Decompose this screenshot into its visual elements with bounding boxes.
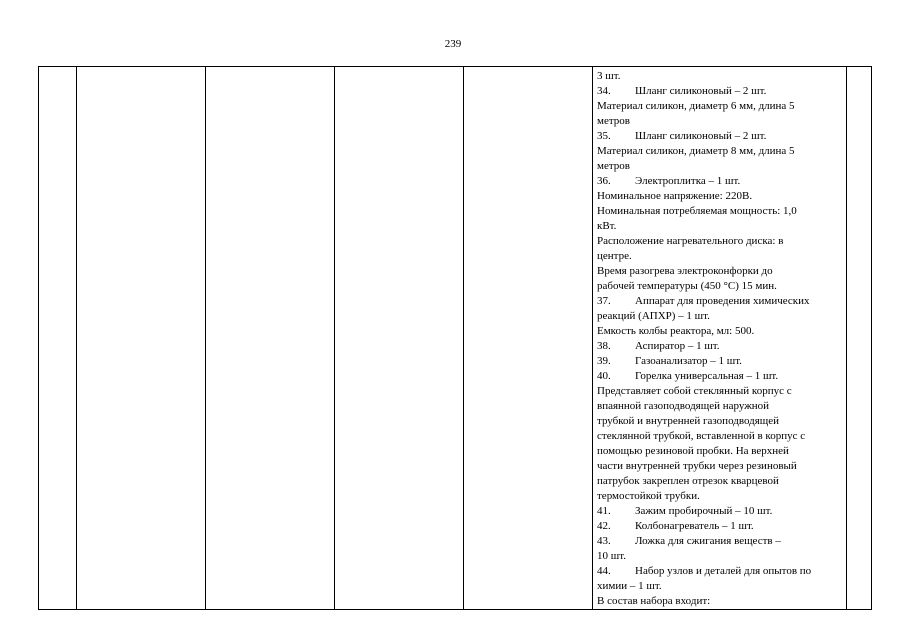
line-text: Представляет собой стеклянный корпус с: [597, 385, 792, 397]
line-text: Шланг силиконовый – 2 шт.: [635, 130, 767, 142]
line-text: метров: [597, 160, 630, 172]
spec-line: [597, 279, 842, 294]
line-text: патрубок закреплен отрезок кварцевой: [597, 475, 779, 487]
line-text: метров: [597, 115, 630, 127]
spec-line: [597, 564, 842, 579]
line-text: помощью резиновой пробки. На верхней: [597, 445, 789, 457]
line-text: Шланг силиконовый – 2 шт.: [635, 85, 767, 97]
line-text: Номинальное напряжение: 220В.: [597, 190, 753, 202]
line-text: Аппарат для проведения химических: [635, 295, 810, 307]
table-cell-3: [206, 67, 335, 610]
table-cell-2: [77, 67, 206, 610]
line-text: впаянной газоподводящей наружной: [597, 400, 770, 412]
item-number: 43.: [597, 535, 611, 547]
line-text: кВт.: [597, 220, 617, 232]
spec-line: [597, 519, 842, 534]
table-cell-5: [464, 67, 593, 610]
line-text: Номинальная потребляемая мощность: 1,0: [597, 205, 797, 217]
line-text: Зажим пробирочный – 10 шт.: [635, 505, 773, 517]
spec-line: [597, 84, 842, 99]
table-cell-last: [847, 67, 872, 610]
table-cell-4: [335, 67, 464, 610]
item-number: 39.: [597, 355, 611, 367]
line-text: химии – 1 шт.: [597, 580, 662, 592]
line-text: рабочей температуры (450 °С) 15 мин.: [597, 280, 777, 292]
spec-line: [597, 174, 842, 189]
spec-line: [597, 444, 842, 459]
line-text: центре.: [597, 250, 632, 262]
spec-line: [597, 114, 842, 129]
line-text: трубкой и внутренней газоподводящей: [597, 415, 780, 427]
spec-line: [597, 414, 842, 429]
spec-line: [597, 474, 842, 489]
table-cell-index: [39, 67, 77, 610]
line-text: Горелка универсальная – 1 шт.: [635, 370, 779, 382]
line-text: термостойкой трубки.: [597, 490, 700, 502]
specification-text: [597, 69, 842, 609]
spec-line: [597, 264, 842, 279]
spec-line: [597, 219, 842, 234]
spec-line: [597, 294, 842, 309]
item-number: 40.: [597, 370, 611, 382]
specification-table: [38, 66, 872, 610]
line-text: Газоанализатор – 1 шт.: [635, 355, 742, 367]
item-number: 34.: [597, 85, 611, 97]
item-number: 35.: [597, 130, 611, 142]
spec-line: [597, 429, 842, 444]
line-text: 3 шт.: [597, 70, 621, 82]
line-text: Расположение нагревательного диска: в: [597, 235, 784, 247]
spec-line: [597, 339, 842, 354]
spec-line: [597, 549, 842, 564]
spec-line: [597, 129, 842, 144]
line-text: стеклянной трубкой, вставленной в корпус с: [597, 430, 806, 442]
spec-line: [597, 534, 842, 549]
table-cell-specification: [593, 67, 847, 610]
spec-line: [597, 369, 842, 384]
spec-line: [597, 384, 842, 399]
spec-line: [597, 579, 842, 594]
line-text: части внутренней трубки через резиновый: [597, 460, 797, 472]
spec-line: [597, 159, 842, 174]
line-text: 10 шт.: [597, 550, 626, 562]
table-row: [39, 67, 872, 610]
line-text: Электроплитка – 1 шт.: [635, 175, 741, 187]
item-number: 37.: [597, 295, 611, 307]
item-number: 41.: [597, 505, 611, 517]
item-number: 38.: [597, 340, 611, 352]
item-number: 36.: [597, 175, 611, 187]
line-text: Материал силикон, диаметр 8 мм, длина 5: [597, 145, 795, 157]
spec-line: [597, 594, 842, 609]
spec-line: [597, 234, 842, 249]
line-text: реакций (АПХР) – 1 шт.: [597, 310, 710, 322]
spec-line: [597, 489, 842, 504]
line-text: Материал силикон, диаметр 6 мм, длина 5: [597, 100, 795, 112]
line-text: Набор узлов и деталей для опытов по: [635, 565, 812, 577]
line-text: Емкость колбы реактора, мл: 500.: [597, 325, 755, 337]
line-text: Колбонагреватель – 1 шт.: [635, 520, 754, 532]
spec-line: [597, 189, 842, 204]
page-number: 239: [444, 38, 462, 50]
line-text: Аспиратор – 1 шт.: [635, 340, 720, 352]
spec-line: [597, 459, 842, 474]
spec-line: [597, 309, 842, 324]
item-number: 42.: [597, 520, 611, 532]
spec-line: [597, 354, 842, 369]
line-text: Ложка для сжигания веществ –: [635, 535, 781, 547]
item-number: 44.: [597, 565, 611, 577]
spec-line: [597, 504, 842, 519]
line-text: В состав набора входит:: [597, 595, 711, 607]
spec-line: [597, 249, 842, 264]
spec-line: [597, 69, 842, 84]
spec-line: [597, 99, 842, 114]
spec-line: [597, 399, 842, 414]
spec-line: [597, 204, 842, 219]
spec-line: [597, 324, 842, 339]
line-text: Время разогрева электроконфорки до: [597, 265, 773, 277]
spec-line: [597, 144, 842, 159]
